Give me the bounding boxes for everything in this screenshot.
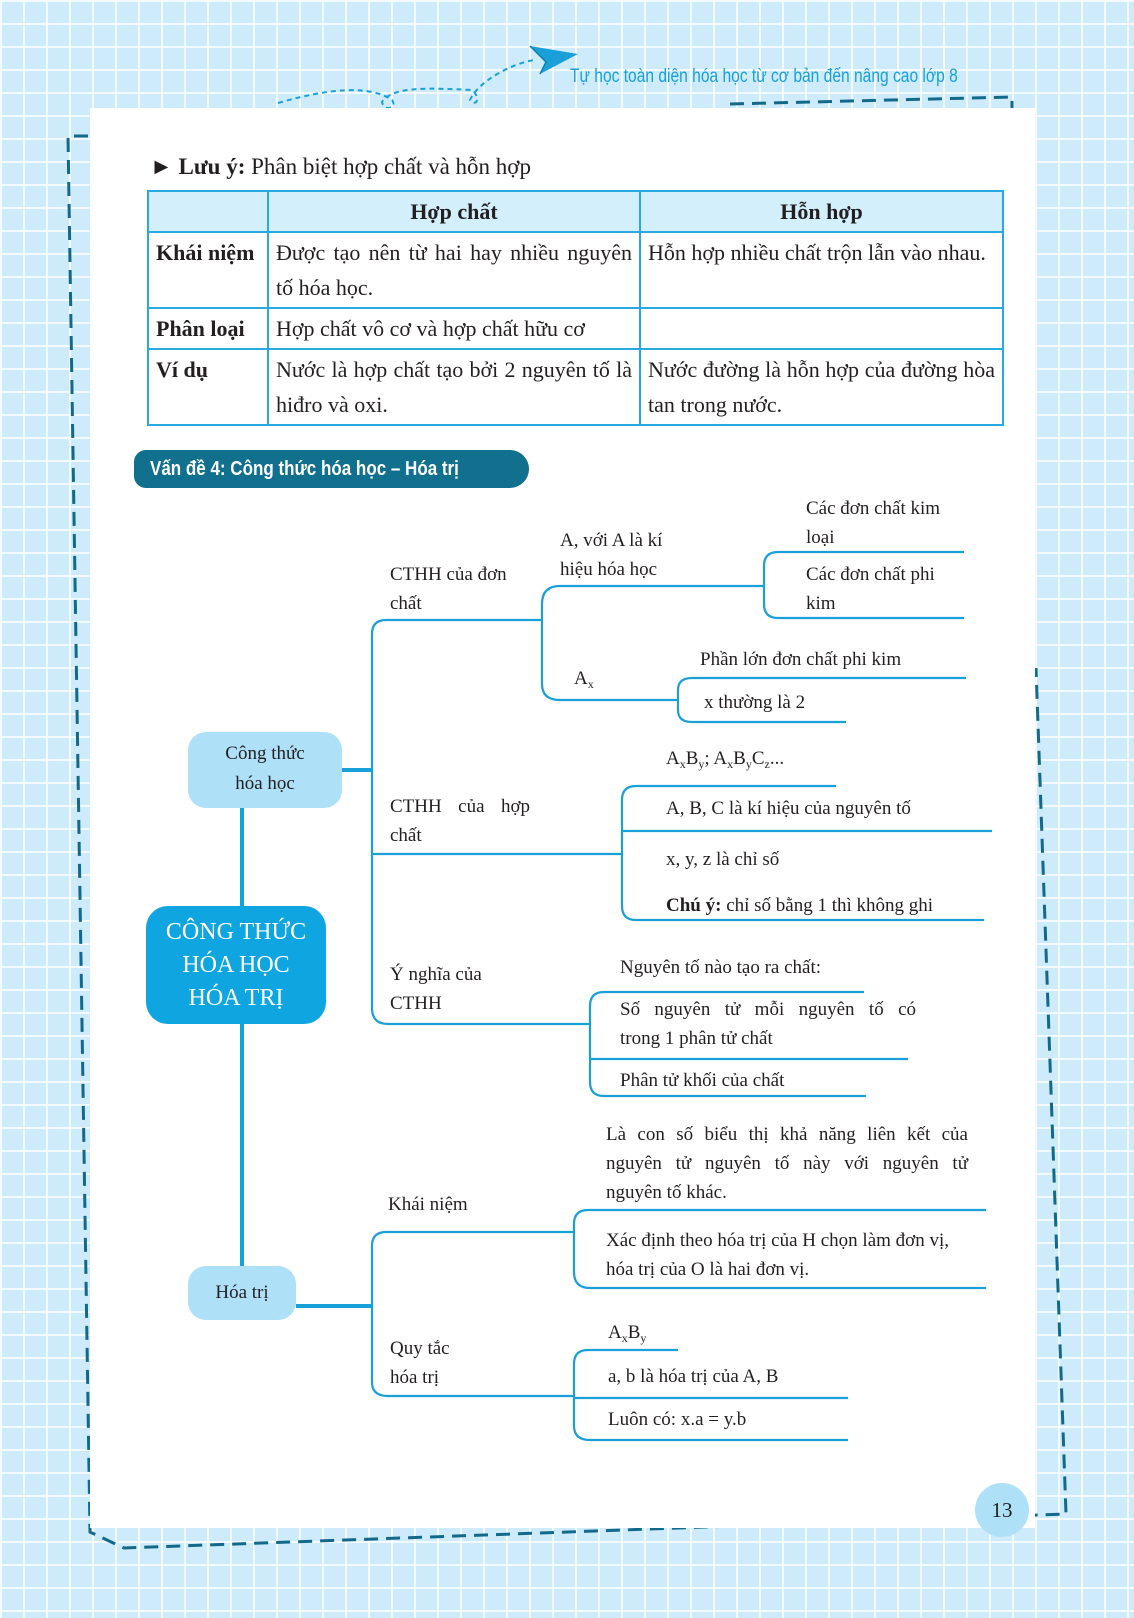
book-title: Tự học toàn diện hóa học từ cơ bản đến nâng cao lớp 8	[570, 66, 958, 87]
concept-def-line-2: nguyên tử nguyên tố này với nguyên tử	[606, 1153, 968, 1174]
compound-formula-label	[390, 792, 530, 821]
rule-axby-formula: $A_xB_y$	[608, 1322, 647, 1345]
formula-node	[188, 732, 342, 808]
molar-mass-label: Phân tử khối của chất	[620, 1070, 785, 1091]
xyz-indices-label: x, y, z là chỉ số	[666, 849, 780, 870]
root-line: CÔNG THỨC	[165, 919, 307, 945]
label-line: Các đơn chất phi	[806, 564, 935, 585]
section-title: Vấn đề 4: Công thức hóa học – Hóa trị	[150, 458, 459, 480]
abc-symbols-label: A, B, C là kí hiệu của nguyên tố	[666, 798, 911, 819]
root-line: HÓA HỌC	[182, 952, 290, 978]
ax-formula: $A_x$	[574, 668, 594, 691]
label-line: Quy tắc	[390, 1338, 450, 1359]
rule-label	[390, 1334, 450, 1392]
which-elements-label: Nguyên tố nào tạo ra chất:	[620, 957, 822, 978]
concept-unit-line-1: Xác định theo hóa trị của H chọn làm đơn vị,	[606, 1230, 949, 1251]
meaning-label	[390, 960, 482, 1018]
cell-compound: Được tạo nên từ hai hay nhiều nguyên tố hóa học.	[268, 232, 640, 308]
label-line: Ý nghĩa của	[390, 964, 482, 985]
compound-formula-label-2: chất	[390, 825, 422, 846]
index-note-text: chỉ số bằng 1 thì không ghi	[721, 895, 934, 916]
page-number: 13	[975, 1483, 1029, 1537]
rule-ab-desc: a, b là hóa trị của A, B	[608, 1366, 779, 1387]
index-note	[666, 891, 933, 920]
formula-node-line: hóa học	[235, 773, 295, 794]
metal-label	[806, 494, 940, 552]
nonmetal-label	[806, 560, 935, 618]
concept-label: Khái niệm	[388, 1194, 468, 1215]
row-label: Ví dụ	[148, 349, 268, 425]
row-label: Phân loại	[148, 308, 268, 349]
label-line: hóa trị	[390, 1367, 440, 1388]
note-label: Lưu ý:	[178, 154, 246, 179]
arrow-icon: ►	[150, 154, 173, 179]
label-line: kim	[806, 593, 836, 614]
concept-unit-line-2: hóa trị của O là hai đơn vị.	[606, 1259, 810, 1280]
cell-compound: Hợp chất vô cơ và hợp chất hữu cơ	[268, 308, 640, 349]
concept-def-line-3: nguyên tố khác.	[606, 1182, 727, 1203]
valence-node: Hóa trị	[188, 1266, 296, 1320]
label-line: Các đơn chất kim	[806, 498, 941, 519]
rule-equation: Luôn có: x.a = y.b	[608, 1409, 747, 1430]
atom-count-line-2: trong 1 phân tử chất	[620, 1028, 773, 1049]
a-symbol-label	[560, 526, 662, 584]
root-node	[146, 906, 326, 1024]
label-line: chất	[390, 593, 422, 614]
label-line: loại	[806, 527, 835, 548]
label-line: hiệu hóa học	[560, 559, 658, 580]
label-line: CTHH của hợp	[390, 796, 530, 817]
atom-count-line-1: Số nguyên tử mỗi nguyên tố có	[620, 999, 916, 1020]
mostly-nonmetal-label: Phần lớn đơn chất phi kim	[700, 649, 902, 670]
concept-def-line-1: Là con số biểu thị khả năng liên kết của	[606, 1124, 968, 1145]
axbycz-formula: $A_xB_y$; $A_xB_yC_z$...	[666, 748, 785, 771]
root-line: HÓA TRỊ	[188, 985, 284, 1011]
row-label: Khái niệm	[148, 232, 268, 308]
formula-node-line: Công thức	[225, 743, 305, 764]
index-note-label: Chú ý:	[666, 895, 722, 916]
x-usually-2-label: x thường là 2	[704, 692, 806, 713]
cell-compound: Nước là hợp chất tạo bởi 2 nguyên tố là hiđro và oxi.	[268, 349, 640, 425]
element-formula-label	[390, 560, 507, 618]
label-line: CTHH của đơn	[390, 564, 507, 585]
cell-mixture: Hỗn hợp nhiều chất trộn lẫn vào nhau.	[640, 232, 1003, 308]
table-header-mixture: Hỗn hợp	[640, 191, 1003, 232]
label-line: A, với A là kí	[560, 530, 663, 551]
table-header-compound: Hợp chất	[268, 191, 640, 232]
note-text: Phân biệt hợp chất và hỗn hợp	[245, 154, 531, 179]
label-line: CTHH	[390, 993, 442, 1014]
cell-mixture: Nước đường là hỗn hợp của đường hòa tan trong nước.	[640, 349, 1003, 425]
